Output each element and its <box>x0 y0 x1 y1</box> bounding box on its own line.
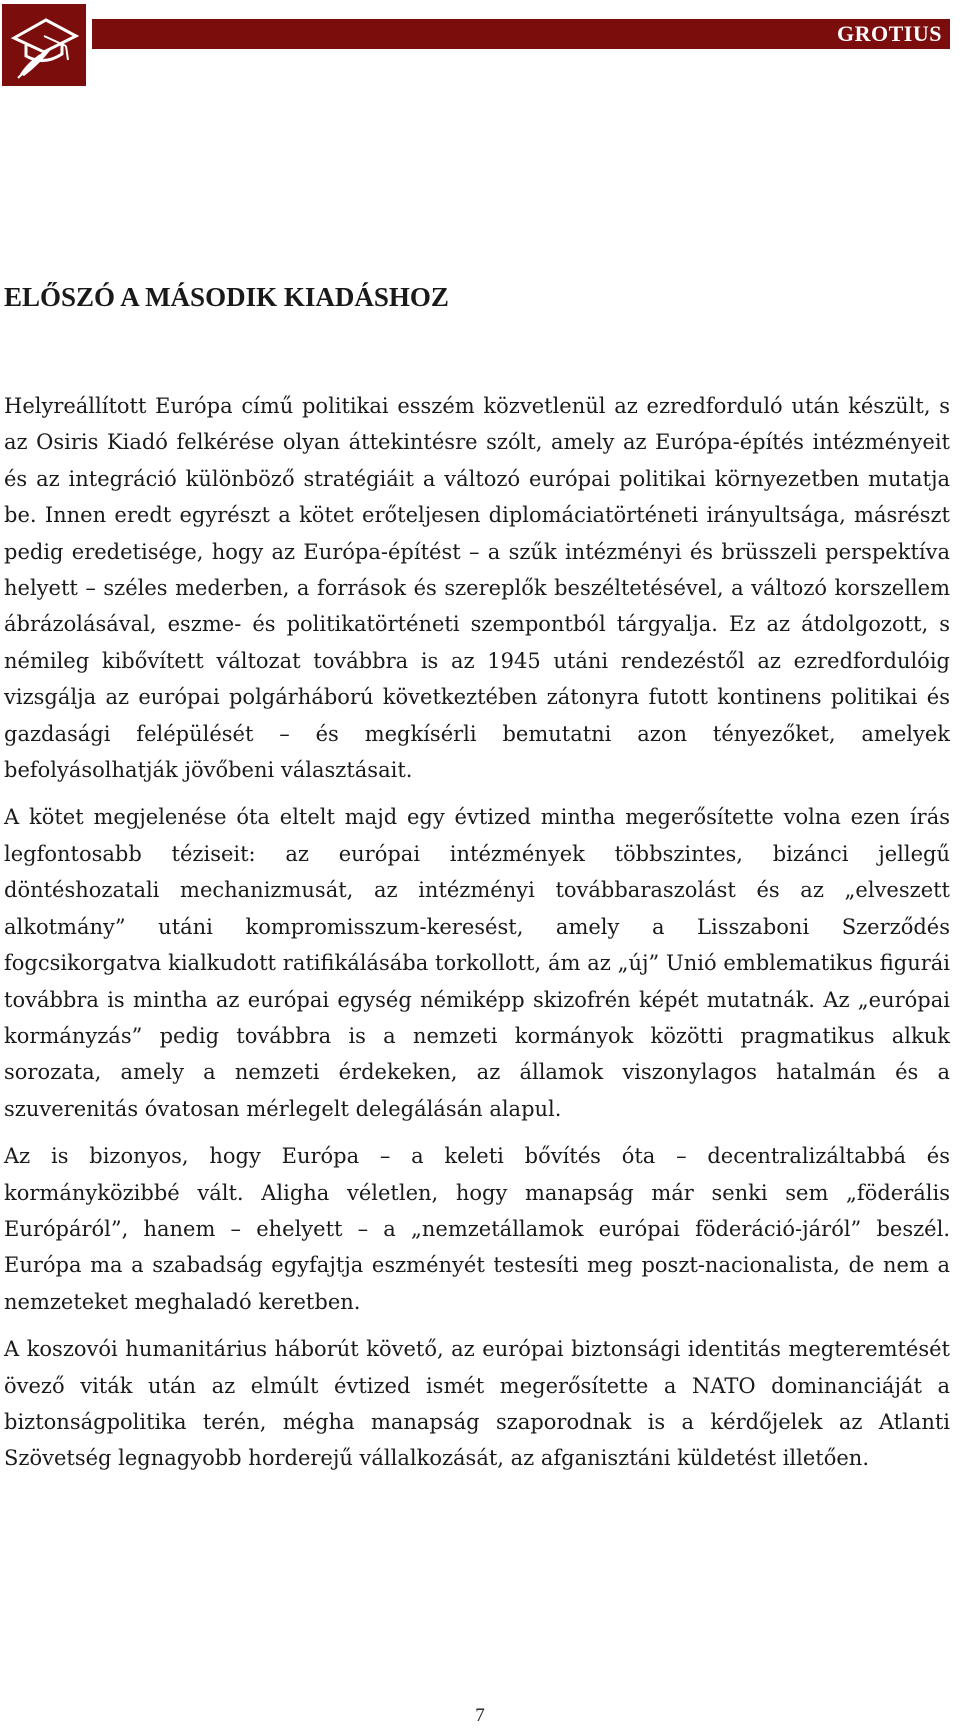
paragraph: Az is bizonyos, hogy Európa – a keleti bővítés óta – decentralizáltabbá és kormányközibbé vált. Aligha véletlen, hogy manapság már senki sem „föderális Európáról”, hanem – ehelyett – a „nemzetállamok európai föderáció-járól” beszél. Európa ma a szabadság egyfajtja eszményét testesíti meg poszt-nacionalista, de nem a nemzeteket meghaladó keretben. <box>4 1144 950 1314</box>
page-header <box>0 0 960 90</box>
header-bar <box>92 19 950 49</box>
body-text <box>4 388 950 1488</box>
page-title: ELŐSZÓ A MÁSODIK KIADÁSHOZ <box>4 282 449 312</box>
logo <box>2 4 86 86</box>
paragraph: A kötet megjelenése óta eltelt majd egy évtized mintha megerősítette volna ezen írás legfontosabb téziseit: az európai intézmények többszintes, bizánci jellegű döntéshozatali mechanizmusát, az intézményi továbbaraszolást és az „elveszett alkotmány” utáni kompromisszum-keresést, amely a Lisszaboni Szerződés fogcsikorgatva kialkudott ratifikálásába torkollott, ám az „új” Unió emblematikus figurái továbbra is mintha az európai egység némiképp skizofrén képét mutatnák. Az „európai kormányzás” pedig továbbra is a nemzeti kormányok közötti pragmatikus alkuk sorozata, amely a nemzeti érdekeken, az államok viszonylagos hatalmán és a szuverenitás óvatosan mérlegelt delegálásán alapul. <box>4 805 950 1121</box>
brand-name: GROTIUS <box>837 21 942 46</box>
page-number: 7 <box>475 1705 485 1726</box>
paragraph: A koszovói humanitárius háborút követő, az európai biztonsági identitás megteremtését övező viták után az elmúlt évtized ismét megerősítette a NATO dominanciáját a biztonságpolitika terén, mégha manapság szaporodnak is a kérdőjelek az Atlanti Szövetség legnagyobb horderejű vállalkozását, az afganisztáni küldetést illetően. <box>4 1337 950 1471</box>
paragraph: Helyreállított Európa című politikai esszém közvetlenül az ezredforduló után készült, s az Osiris Kiadó felkérése olyan áttekintésre szólt, amely az Európa-építés intézményeit és az integráció különböző stratégiáit a változó európai politikai környezetben mutatja be. Innen eredt egyrészt a kötet erőteljesen diplomáciatörténeti irányultsága, másrészt pedig eredetisége, hogy az Európa-építést – a szűk intézményi és brüsszeli perspektíva helyett – széles mederben, a források és szereplők beszéltetésével, a változó korszellem ábrázolásával, eszme- és politikatörténeti szempontból tárgyalja. Ez az átdolgozott, s némileg kibővített változat továbbra is az 1945 utáni rendezéstől az ezredfordulóig vizsgálja az európai polgárháború következtében zátonyra futott kontinens politikai és gazdasági felépülését – és megkísérli bemutatni azon tényezőket, amelyek befolyásolhatják jövőbeni választásait. <box>4 394 950 783</box>
